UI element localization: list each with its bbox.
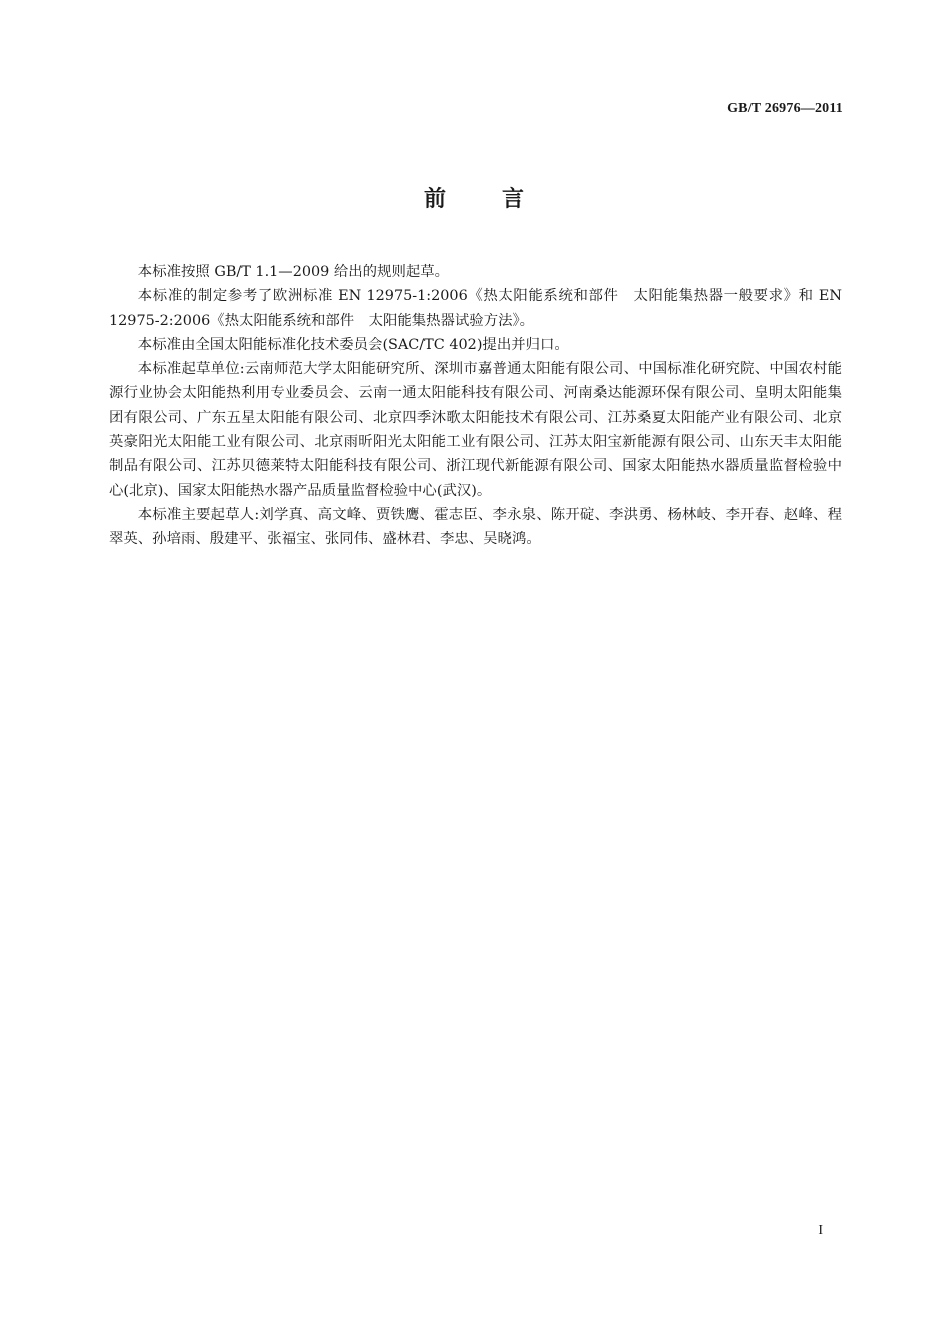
paragraph-proposed-by: 本标准由全国太阳能标准化技术委员会(SAC/TC 402)提出并归口。 bbox=[137, 336, 569, 353]
page-title bbox=[0, 182, 950, 213]
paragraph-reference-standards: 本标准的制定参考了欧洲标准 EN 12975-1:2006《热太阳能系统和部件 太阳能集热器一般要求》和 EN 12975-2:2006《热太阳能系统和部件 太阳能集热器试验方法》。 bbox=[109, 288, 842, 329]
page-number: I bbox=[818, 1223, 823, 1238]
foreword-body bbox=[109, 260, 842, 552]
paragraph-drafting-rules: 本标准按照 GB/T 1.1—2009 给出的规则起草。 bbox=[137, 264, 450, 280]
paragraph-drafting-units: 本标准起草单位:云南师范大学太阳能研究所、深圳市嘉普通太阳能有限公司、中国标准化研究院、中国农村能源行业协会太阳能热利用专业委员会、云南一通太阳能科技有限公司、河南桑达能源环保有限公司、皇明太阳能集团有限公司、广东五星太阳能有限公司、北京四季沐歌太阳能技术有限公司、江苏桑夏太阳能产业有限公司、北京英豪阳光太阳能工业有限公司、北京雨昕阳光太阳能工业有限公司、江苏太阳宝新能源有限公司、山东天丰太阳能制品有限公司、江苏贝德莱特太阳能科技有限公司、浙江现代新能源有限公司、国家太阳能热水器质量监督检验中心(北京)、国家太阳能热水器产品质量监督检验中心(武汉)。 bbox=[109, 361, 842, 499]
paragraph-drafters: 本标准主要起草人:刘学真、高文峰、贾铁鹰、霍志臣、李永泉、陈开碇、李洪勇、杨林岐、李开春、赵峰、程翠英、孙培雨、殷建平、张福宝、张同伟、盛林君、李忠、吴晓鸿。 bbox=[109, 506, 842, 548]
title-char-1: 前 bbox=[423, 187, 448, 212]
title-char-2: 言 bbox=[502, 187, 527, 212]
standard-number: GB/T 26976—2011 bbox=[727, 101, 843, 116]
